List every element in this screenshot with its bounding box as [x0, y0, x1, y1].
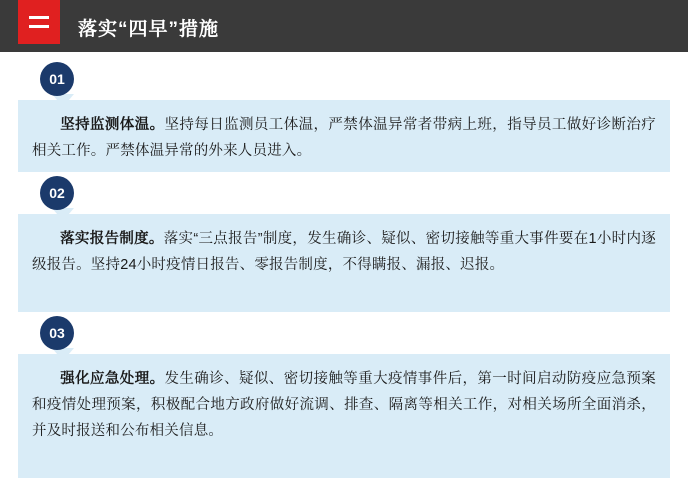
section-lead-03: 强化应急处理。 [60, 371, 165, 387]
section-body-01 [18, 100, 670, 172]
hamburger-icon [18, 0, 60, 44]
section-number-01: 01 [40, 62, 74, 96]
header [0, 0, 688, 52]
section-lead-01: 坚持监测体温。 [60, 117, 165, 133]
section-text-01: 坚持每日监测员工体温，严禁体温异常者带病上班，指导员工做好诊断治疗相关工作。严禁体温异常的外来人员进入。 [32, 117, 656, 159]
section-text-03: 发生确诊、疑似、密切接触等重大疫情事件后，第一时间启动防疫应急预案和疫情处理预案，积极配合地方政府做好流调、排查、隔离等相关工作，对相关场所全面消杀，并及时报送和公布相关信息。 [32, 371, 656, 439]
section-number-02: 02 [40, 176, 74, 210]
section-text-02: 落实“三点报告”制度，发生确诊、疑似、密切接触等重大事件要在1小时内逐级报告。坚持24小时疫情日报告、零报告制度，不得瞒报、漏报、迟报。 [32, 231, 656, 273]
section-body-03 [18, 354, 670, 478]
section-number-03: 03 [40, 316, 74, 350]
section-lead-02: 落实报告制度。 [60, 231, 164, 247]
page-title: 落实“四早”措施 [78, 19, 220, 40]
section-body-02 [18, 214, 670, 312]
